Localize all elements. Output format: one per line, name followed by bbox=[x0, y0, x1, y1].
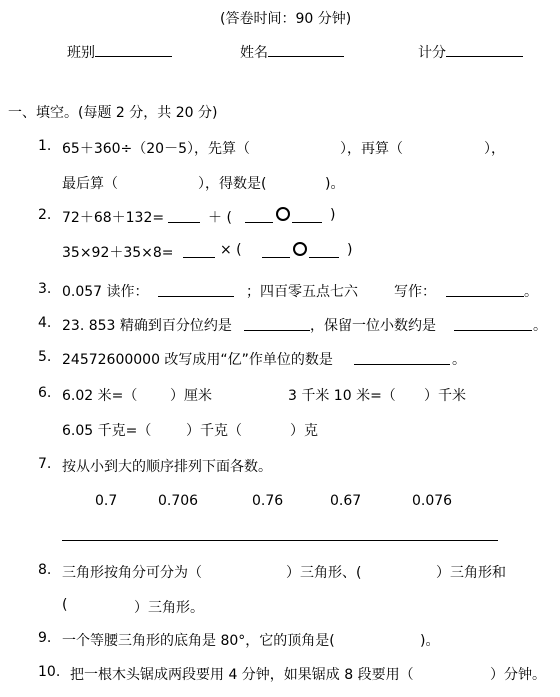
q1-text-a: 65＋360÷（20－5），先算（ bbox=[62, 141, 250, 157]
q2-op-a: ＋ ( bbox=[208, 210, 232, 226]
q6-text-c: 3 千米 10 米=（ bbox=[288, 388, 396, 404]
q2-blank-a3[interactable] bbox=[292, 222, 322, 223]
q10-text-a: 把一根木头锯成两段要用 4 分钟，如果锯成 8 段要用（ bbox=[70, 667, 414, 683]
q8-text-c: ）三角形和 bbox=[436, 565, 506, 581]
q7-number-item: 0.76 bbox=[252, 493, 284, 509]
q6-text-g: ）克 bbox=[290, 423, 318, 439]
q8-text-a: 三角形按角分可分为（ bbox=[62, 565, 202, 581]
q6-text-b: ）厘米 bbox=[170, 388, 212, 404]
q1-number: 1. bbox=[38, 138, 52, 154]
score-field bbox=[418, 42, 523, 63]
q2-expr-b: 35×92＋35×8= bbox=[62, 245, 174, 261]
q2-blank-b1[interactable] bbox=[183, 257, 215, 258]
q5-number: 5. bbox=[38, 349, 52, 365]
q5-text-a: 24572600000 改写成用“亿”作单位的数是 bbox=[62, 352, 333, 368]
q3-blank-b[interactable] bbox=[446, 296, 524, 297]
q7-number-item: 0.67 bbox=[330, 493, 362, 509]
q2-blank-a1[interactable] bbox=[168, 222, 200, 223]
q8-text-d: ( bbox=[62, 597, 68, 613]
q7-number-item: 0.076 bbox=[412, 493, 453, 509]
section-title: 一、填空。(每题 2 分，共 20 分) bbox=[8, 105, 218, 121]
q9-text-b: )。 bbox=[420, 633, 440, 649]
q2-circle-b[interactable] bbox=[292, 242, 308, 259]
q6-text-a: 6.02 米=（ bbox=[62, 388, 138, 404]
q8-text-b: ）三角形、( bbox=[286, 565, 362, 581]
q2-blank-b2[interactable] bbox=[262, 257, 290, 258]
name-label: 姓名 bbox=[240, 45, 268, 61]
q1-text-b: ），再算（ bbox=[340, 141, 403, 157]
q5-blank[interactable] bbox=[354, 364, 450, 365]
q7-number-item: 0.7 bbox=[95, 493, 118, 509]
q2-close-b: ) bbox=[347, 242, 353, 258]
q1-text-f: )。 bbox=[325, 176, 345, 192]
q6-number: 6. bbox=[38, 385, 52, 401]
q4-number: 4. bbox=[38, 315, 52, 331]
q4-text-b: ，保留一位小数约是 bbox=[310, 318, 436, 334]
q1-text-c: ）， bbox=[484, 141, 505, 157]
class-label: 班别 bbox=[67, 45, 95, 61]
q3-number: 3. bbox=[38, 281, 52, 297]
q3-text-d: 。 bbox=[524, 284, 538, 300]
name-field bbox=[240, 42, 344, 63]
q8-number: 8. bbox=[38, 562, 52, 578]
score-label: 计分 bbox=[418, 45, 446, 61]
q5-text-b: 。 bbox=[452, 352, 466, 368]
class-blank[interactable] bbox=[95, 42, 172, 57]
q7-number-item: 0.706 bbox=[158, 493, 199, 509]
q2-circle-a[interactable] bbox=[275, 207, 291, 224]
name-blank[interactable] bbox=[268, 42, 344, 57]
q1-text-e: ），得数是( bbox=[198, 176, 267, 192]
q6-text-f: ）千克（ bbox=[186, 423, 242, 439]
q1-text-d: 最后算（ bbox=[62, 176, 118, 192]
q9-number: 9. bbox=[38, 630, 52, 646]
q2-blank-b3[interactable] bbox=[309, 257, 339, 258]
q4-text-c: 。 bbox=[533, 318, 547, 334]
time-note: (答卷时间：90 分钟) bbox=[220, 11, 352, 27]
score-blank[interactable] bbox=[446, 42, 523, 57]
q2-close-a: ) bbox=[330, 207, 336, 223]
q2-expr-a: 72＋68＋132= bbox=[62, 210, 165, 226]
q4-blank-a[interactable] bbox=[244, 330, 310, 331]
q4-text-a: 23. 853 精确到百分位约是 bbox=[62, 318, 232, 334]
q2-number: 2. bbox=[38, 207, 52, 223]
q3-text-b: ；四百零五点七六 bbox=[246, 284, 358, 300]
q4-blank-b[interactable] bbox=[454, 330, 532, 331]
q2-blank-a2[interactable] bbox=[245, 222, 273, 223]
q10-number: 10. bbox=[38, 664, 61, 680]
q7-answer-line[interactable] bbox=[62, 540, 498, 541]
q3-blank-a[interactable] bbox=[158, 296, 234, 297]
q9-text-a: 一个等腰三角形的底角是 80°，它的顶角是( bbox=[62, 633, 335, 649]
class-field bbox=[67, 42, 172, 63]
q7-text: 按从小到大的顺序排列下面各数。 bbox=[62, 459, 272, 475]
q6-text-d: ）千米 bbox=[424, 388, 466, 404]
q3-text-c: 写作： bbox=[394, 284, 436, 300]
q10-text-b: ）分钟。 bbox=[490, 667, 546, 683]
q8-text-e: ）三角形。 bbox=[134, 600, 204, 616]
q7-number: 7. bbox=[38, 456, 52, 472]
q6-text-e: 6.05 千克=（ bbox=[62, 423, 152, 439]
q3-text-a: 0.057 读作： bbox=[62, 284, 149, 300]
q2-op-b: × ( bbox=[220, 242, 242, 258]
